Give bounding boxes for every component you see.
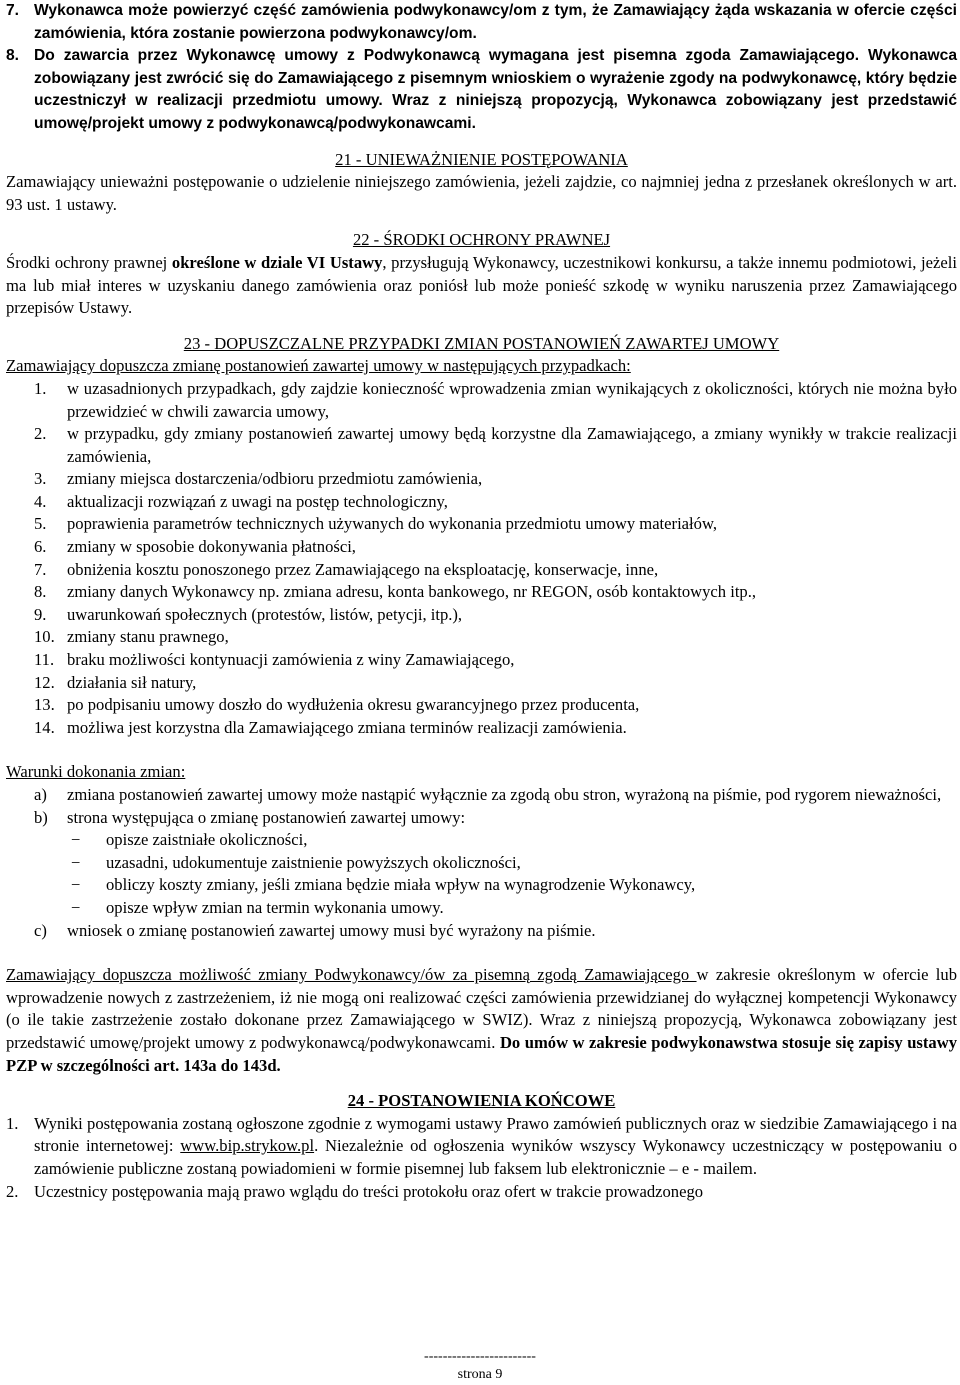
condition-c: c) wniosek o zmianę postanowień zawartej umowy musi być wyrażony na piśmie. <box>34 920 596 940</box>
final-item-1: 1. Wyniki postępowania zostaną ogłoszone zgodnie z wymogami ustawy Prawo zamówień publicznych oraz w siedzibie Zamawiającego i na stronie internetowej: www.bip.strykow.pl. Niezależnie od ogłoszenia wyników wszyscy Wykonawcy uczestniczący w postępowaniu o zamówienie publiczne zostaną powiadomieni w formie pisemnej lub faksem lub elektronicznie – e - mailem. <box>6 1113 957 1178</box>
item-text: Do zawarcia przez Wykonawcę umowy z Podwykonawcą wymagana jest pisemna zgoda Zamawiającego. Wykonawca zobowiązany jest zwrócić się do Zamawiającego z pisemnym wnioskiem o wyrażenie zgody na podwykonawcę, który będzie uczestniczył w realizacji przedmiotu umowy. Wraz z niniejszą propozycją, Wykonawca zobowiązany jest przedstawić umowę/projekt umowy z podwykonawcą/podwykonawcami. <box>34 47 957 132</box>
page-footer <box>0 1348 960 1384</box>
subcontractor-paragraph: Zamawiający dopuszcza możliwość zmiany Podwykonawcy/ów za pisemną zgodą Zamawiającego w zakresie określonym w ofercie lub wprowadzenie nowych z zastrzeżeniem, iż nie mogą oni realizować części zamówienia przewidzianej do wyłącznej kompetencji Wykonawcy (o ile takie zastrzeżenie zostało dokonane przez Zamawiającego w SWIZ). Wraz z niniejszą propozycją, Wykonawca zobowiązany jest przedstawić umowę/projekt umowy z podwykonawcą/podwykonawcami. Do umów w zakresie podwykonawstwa stosuje się zapisy ustawy PZP w szczególności art. 143a do 143d. <box>6 965 958 1075</box>
item-text: Wykonawca może powierzyć część zamówienia podwykonawcy/om z tym, że Zamawiający żąda wskazania w ofercie części zamówienia, która zostanie powierzona podwykonawcy/om. <box>34 2 957 42</box>
section-heading-22: 22 - ŚRODKI OCHRONY PRAWNEJ <box>352 230 611 250</box>
document-page <box>6 0 957 1203</box>
dash-item: − uzasadni, udokumentuje zaistnienie powyższych okoliczności, <box>71 852 521 872</box>
list-item: 3. zmiany miejsca dostarczenia/odbioru przedmiotu zamówienia, <box>34 469 483 489</box>
changes-list <box>6 378 957 740</box>
footer-rule: ------------------------ <box>424 1349 536 1364</box>
page-number: strona 9 <box>457 1367 503 1382</box>
item-number: 8. <box>6 47 20 65</box>
conditions-title: Warunki dokonania zmian: <box>6 762 186 782</box>
list-item: 10. zmiany stanu prawnego, <box>34 627 229 647</box>
list-item: 13. po podpisaniu umowy doszło do wydłużenia okresu gwarancyjnego przez producenta, <box>34 695 640 715</box>
numbered-item-7 <box>6 0 957 45</box>
numbered-item-8 <box>6 45 957 135</box>
bip-link[interactable]: www.bip.strykow.pl <box>180 1136 315 1156</box>
dash-item: − obliczy koszty zmiany, jeśli zmiana będzie miała wpływ na wynagrodzenie Wykonawcy, <box>71 875 696 895</box>
item-number: 7. <box>6 2 20 19</box>
condition-b: b) strona występująca o zmianę postanowień zawartej umowy: <box>34 807 466 827</box>
list-item: 8. zmiany danych Wykonawcy np. zmiana adresu, konta bankowego, nr REGON, osób kontaktowych itp., <box>34 582 757 602</box>
dash-item: − opisze zaistniałe okoliczności, <box>71 830 308 850</box>
list-item: 12. działania sił natury, <box>34 672 197 692</box>
list-item: 2. w przypadku, gdy zmiany postanowień zawartej umowy będą korzystne dla Zamawiającego, a zmiany wynikły w trakcie realizacji zamówienia, <box>34 424 957 466</box>
list-item: 14. możliwa jest korzystna dla Zamawiającego zmiana terminów realizacji zamówienia. <box>34 717 627 737</box>
list-item: 11. braku możliwości kontynuacji zamówienia z winy Zamawiającego, <box>34 650 515 670</box>
list-item: 4. aktualizacji rozwiązań z uwagi na postęp technologiczny, <box>34 491 448 511</box>
list-item: 1. w uzasadnionych przypadkach, gdy zajdzie konieczność wprowadzenia zmian wynikających z okoliczności, których nie można było przewidzieć w chwili zawarcia umowy, <box>34 378 957 421</box>
section-22-text: Środki ochrony prawnej określone w dziale VI Ustawy, przysługują Wykonawcy, uczestnikowi konkursu, a także innemu podmiotowi, jeżeli ma lub miał interes w uzyskaniu danego zamówienia oraz poniósł lub może ponieść szkodę w wyniku naruszenia przez Zamawiającego przepisów Ustawy. <box>6 252 957 318</box>
section-23-intro: Zamawiający dopuszcza zmianę postanowień zawartej umowy w następujących przypadkach: <box>6 356 631 376</box>
list-item: 6. zmiany w sposobie dokonywania płatności, <box>34 537 356 557</box>
section-heading-24: 24 - POSTANOWIENIA KOŃCOWE <box>347 1091 616 1111</box>
section-heading-23: 23 - DOPUSZCZALNE PRZYPADKI ZMIAN POSTANOWIEŃ ZAWARTEJ UMOWY <box>183 333 780 353</box>
list-item: 5. poprawienia parametrów technicznych używanych do wykonania przedmiotu umowy materiałów, <box>34 514 717 534</box>
condition-a: a) zmiana postanowień zawartej umowy może nastąpić wyłącznie za zgodą obu stron, wyrażoną na piśmie, pod rygorem nieważności, <box>34 785 942 804</box>
section-heading-21: 21 - UNIEWAŻNIENIE POSTĘPOWANIA <box>335 149 628 169</box>
dash-item: − opisze wpływ zmian na termin wykonania umowy. <box>71 897 444 917</box>
final-item-2: 2. Uczestnicy postępowania mają prawo wglądu do treści protokołu oraz ofert w trakcie prowadzonego <box>6 1181 704 1201</box>
list-item: 9. uwarunkowań społecznych (protestów, listów, petycji, itp.), <box>34 604 463 624</box>
section-21-text: Zamawiający unieważni postępowanie o udzielenie niniejszego zamówienia, jeżeli zajdzie, co najmniej jedna z przesłanek określonych w art. 93 ust. 1 ustawy. <box>6 172 957 214</box>
list-item: 7. obniżenia kosztu ponoszonego przez Zamawiającego na eksploatację, konserwacje, inne, <box>34 559 659 579</box>
